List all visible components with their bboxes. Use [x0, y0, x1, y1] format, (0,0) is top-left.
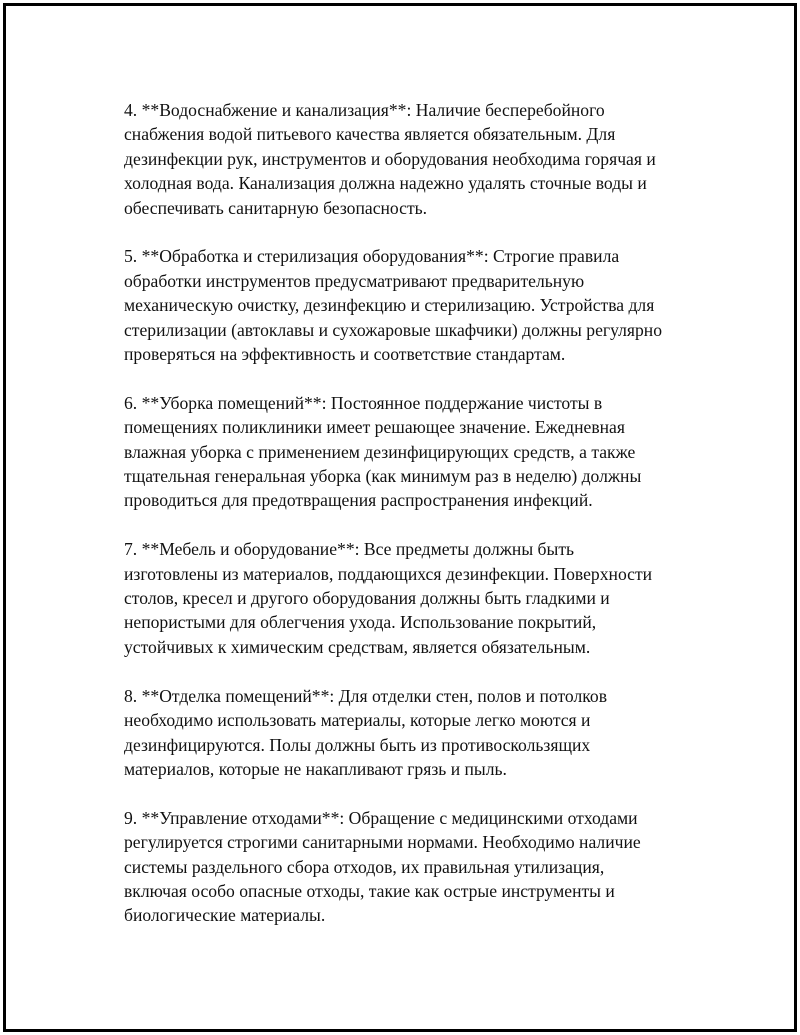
text-line: 5. **Обработка и стерилизация оборудования**: Строгие правила	[124, 246, 620, 267]
text-line: непористыми для облегчения ухода. Использование покрытий,	[124, 612, 597, 633]
text-line: 4. **Водоснабжение и канализация**: Наличие бесперебойного	[124, 100, 605, 120]
text-line: дезинфицируются. Полы должны быть из противоскользящих	[124, 734, 591, 755]
paragraph-furniture	[124, 537, 684, 659]
text-line: дезинфекции рук, инструментов и оборудования необходима горячая и	[124, 148, 656, 169]
paragraph-waste-management	[124, 806, 684, 928]
text-line: материалов, которые не накапливают грязь и пыль.	[124, 758, 507, 779]
text-line: столов, кресел и другого оборудования должны быть гладкими и	[124, 588, 610, 609]
paragraph-water-supply	[124, 98, 684, 220]
text-line: изготовлены из материалов, поддающихся дезинфекции. Поверхности	[124, 563, 653, 584]
page-frame	[3, 3, 797, 1032]
text-line: холодная вода. Канализация должна надежно удалять сточные воды и	[124, 173, 647, 194]
document-body	[124, 98, 684, 952]
text-line: влажная уборка с применением дезинфицирующих средств, а также	[124, 441, 636, 462]
text-line: помещениях поликлиники имеет решающее значение. Ежедневная	[124, 417, 625, 438]
text-line: снабжения водой питьевого качества является обязательным. Для	[124, 124, 616, 145]
text-line: стерилизации (автоклавы и сухожаровые шкафчики) должны регулярно	[124, 319, 662, 340]
text-line: устойчивых к химическим средствам, является обязательным.	[124, 636, 591, 657]
text-line: проводиться для предотвращения распространения инфекций.	[124, 490, 593, 511]
paragraph-sterilization	[124, 244, 684, 366]
text-line: биологические материалы.	[124, 905, 326, 926]
text-line: обработки инструментов предусматривают предварительную	[124, 270, 585, 291]
text-line: 7. **Мебель и оборудование**: Все предметы должны быть	[124, 539, 575, 560]
text-line: 8. **Отделка помещений**: Для отделки стен, полов и потолков	[124, 685, 608, 706]
text-line: включая особо опасные отходы, такие как острые инструменты и	[124, 880, 615, 901]
text-line: проверяться на эффективность и соответствие стандартам.	[124, 344, 566, 365]
text-line: системы раздельного сбора отходов, их правильная утилизация,	[124, 856, 605, 877]
text-line: обеспечивать санитарную безопасность.	[124, 197, 428, 218]
text-line: 6. **Уборка помещений**: Постоянное поддержание чистоты в	[124, 392, 603, 413]
text-line: 9. **Управление отходами**: Обращение с медицинскими отходами	[124, 807, 638, 828]
text-line: механическую очистку, дезинфекцию и стерилизацию. Устройства для	[124, 295, 655, 316]
paragraph-finishing	[124, 684, 684, 782]
text-line: тщательная генеральная уборка (как минимум раз в неделю) должны	[124, 466, 642, 487]
text-line: регулируется строгими санитарными нормами. Необходимо наличие	[124, 832, 641, 853]
text-line: необходимо использовать материалы, которые легко моются и	[124, 710, 591, 731]
paragraph-cleaning	[124, 391, 684, 513]
